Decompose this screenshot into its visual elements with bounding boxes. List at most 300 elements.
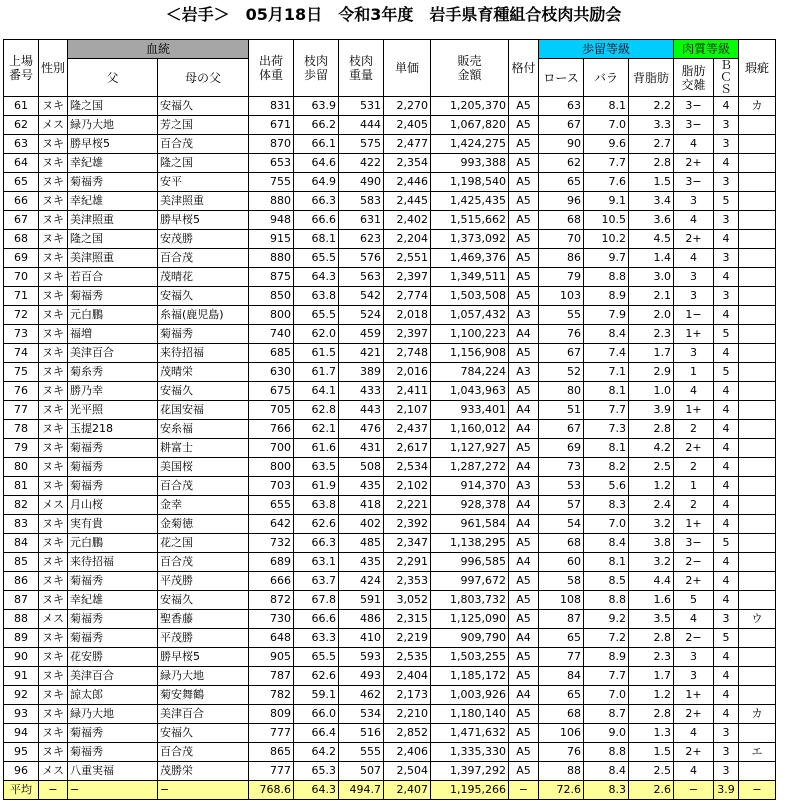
cell-rib: 7.0 [584,116,629,135]
cell-defect [739,363,776,382]
table-row [4,363,776,382]
cell-marbling: 3 [674,344,714,363]
avg-cell-bcs: 3.9 [714,781,739,800]
cell-lot: 70 [4,268,39,287]
cell-marbling: 2+ [674,572,714,591]
cell-carcass-weight: 433 [339,382,384,401]
cell-ship-weight: 648 [249,629,294,648]
cell-lot: 76 [4,382,39,401]
cell-bcs: 3 [714,287,739,306]
cell-grade: A5 [509,382,539,401]
cell-unit-price: 2,477 [384,135,431,154]
cell-carcass-weight: 575 [339,135,384,154]
cell-sales: 993,388 [431,154,509,173]
avg-cell-sales: 1,195,266 [431,781,509,800]
cell-backfat: 3.6 [629,211,674,230]
col-rib-header: バラ [584,59,629,97]
cell-loin: 65 [539,686,584,705]
cell-grade: A4 [509,401,539,420]
cell-yield-pct: 66.0 [294,705,339,724]
table-row [4,743,776,762]
table-row [4,648,776,667]
col-defect-header: 瑕疵 [739,40,776,97]
cell-grade: A5 [509,534,539,553]
cell-ship-weight: 782 [249,686,294,705]
cell-loin: 77 [539,648,584,667]
cell-sire: 美津百合 [68,344,158,363]
cell-defect [739,116,776,135]
cell-carcass-weight: 490 [339,173,384,192]
cell-backfat: 2.3 [629,325,674,344]
cell-loin: 76 [539,325,584,344]
cell-lot: 86 [4,572,39,591]
cell-loin: 76 [539,743,584,762]
cell-unit-price: 2,397 [384,325,431,344]
cell-lot: 85 [4,553,39,572]
cell-sales: 1,180,140 [431,705,509,724]
cell-dam-sire: 安福久 [158,724,249,743]
cell-dam-sire: 聖香藤 [158,610,249,629]
cell-sire: 美津照重 [68,211,158,230]
cell-backfat: 1.2 [629,477,674,496]
cell-yield-pct: 65.5 [294,306,339,325]
avg-cell-yield-pct: 64.3 [294,781,339,800]
cell-ship-weight: 865 [249,743,294,762]
cell-yield-pct: 63.8 [294,287,339,306]
cell-sire: 美津百合 [68,667,158,686]
avg-cell-sex: − [39,781,68,800]
cell-rib: 7.1 [584,363,629,382]
cell-sales: 1,043,963 [431,382,509,401]
cell-loin: 96 [539,192,584,211]
cell-carcass-weight: 524 [339,306,384,325]
cell-defect [739,762,776,781]
cell-sales: 996,585 [431,553,509,572]
cell-bcs: 4 [714,572,739,591]
cell-sex: ヌキ [39,458,68,477]
cell-carcass-weight: 410 [339,629,384,648]
cell-rib: 8.1 [584,553,629,572]
table-row [4,667,776,686]
cell-loin: 108 [539,591,584,610]
cell-grade: A4 [509,420,539,439]
cell-ship-weight: 870 [249,135,294,154]
cell-sire: 菊福秀 [68,724,158,743]
cell-marbling: 3 [674,287,714,306]
cell-loin: 52 [539,363,584,382]
cell-grade: A5 [509,724,539,743]
table-row [4,534,776,553]
cell-yield-pct: 63.5 [294,458,339,477]
cell-lot: 79 [4,439,39,458]
cell-yield-pct: 66.6 [294,610,339,629]
cell-defect [739,515,776,534]
cell-unit-price: 2,534 [384,458,431,477]
cell-bcs: 4 [714,230,739,249]
cell-loin: 79 [539,268,584,287]
cell-grade: A5 [509,154,539,173]
cell-sire: 菊福秀 [68,287,158,306]
cell-ship-weight: 685 [249,344,294,363]
table-row [4,762,776,781]
cell-carcass-weight: 486 [339,610,384,629]
cell-defect: カ [739,97,776,116]
col-marbling-header: 脂肪 交雑 [674,59,714,97]
avg-cell-ship-weight: 768.6 [249,781,294,800]
cell-lot: 62 [4,116,39,135]
cell-marbling: 3− [674,97,714,116]
cell-yield-pct: 61.6 [294,439,339,458]
cell-carcass-weight: 534 [339,705,384,724]
cell-lot: 93 [4,705,39,724]
cell-backfat: 1.6 [629,591,674,610]
cell-sex: ヌキ [39,667,68,686]
cell-defect [739,553,776,572]
cell-carcass-weight: 583 [339,192,384,211]
cell-sales: 1,138,295 [431,534,509,553]
table-row [4,173,776,192]
cell-bcs: 5 [714,629,739,648]
cell-sex: ヌキ [39,553,68,572]
cell-rib: 8.9 [584,287,629,306]
cell-grade: A5 [509,173,539,192]
table-row [4,591,776,610]
avg-cell-rib: 8.3 [584,781,629,800]
cell-sales: 909,790 [431,629,509,648]
cell-dam-sire: 来待招福 [158,344,249,363]
cell-yield-pct: 65.5 [294,249,339,268]
cell-bcs: 4 [714,477,739,496]
cell-backfat: 3.2 [629,553,674,572]
cell-sex: ヌキ [39,648,68,667]
table-row [4,496,776,515]
cell-marbling: 3 [674,268,714,287]
cell-backfat: 4.5 [629,230,674,249]
cell-rib: 8.8 [584,743,629,762]
cell-marbling: 4 [674,135,714,154]
cell-backfat: 2.9 [629,363,674,382]
cell-dam-sire: 安福久 [158,382,249,401]
cell-sales: 1,003,926 [431,686,509,705]
cell-dam-sire: 緑乃大地 [158,667,249,686]
cell-rib: 8.3 [584,496,629,515]
cell-ship-weight: 740 [249,325,294,344]
cell-sire: 実有貴 [68,515,158,534]
cell-bcs: 4 [714,306,739,325]
cell-unit-price: 2,397 [384,268,431,287]
cell-marbling: 2+ [674,705,714,724]
table-row [4,287,776,306]
col-unit-price-header: 単価 [384,40,431,97]
cell-carcass-weight: 421 [339,344,384,363]
cell-lot: 74 [4,344,39,363]
cell-grade: A3 [509,477,539,496]
cell-carcass-weight: 424 [339,572,384,591]
cell-marbling: 1+ [674,686,714,705]
table-body [4,97,776,781]
table-row [4,572,776,591]
cell-unit-price: 2,107 [384,401,431,420]
cell-sire: 福増 [68,325,158,344]
cell-yield-pct: 64.9 [294,173,339,192]
cell-backfat: 1.2 [629,686,674,705]
cell-backfat: 2.8 [629,629,674,648]
cell-yield-pct: 65.5 [294,648,339,667]
cell-sire: 月山桜 [68,496,158,515]
cell-marbling: 4 [674,211,714,230]
cell-defect [739,667,776,686]
cell-lot: 83 [4,515,39,534]
cell-dam-sire: 安平 [158,173,249,192]
table-row [4,724,776,743]
cell-yield-pct: 62.0 [294,325,339,344]
cell-carcass-weight: 435 [339,477,384,496]
cell-backfat: 3.5 [629,610,674,629]
cell-lot: 78 [4,420,39,439]
cell-loin: 63 [539,97,584,116]
cell-rib: 8.1 [584,97,629,116]
cell-sex: ヌキ [39,743,68,762]
cell-sex: メス [39,116,68,135]
cell-sire: 緑乃大地 [68,705,158,724]
cell-sire: 来待招福 [68,553,158,572]
cell-lot: 68 [4,230,39,249]
avg-cell-grade: − [509,781,539,800]
cell-rib: 8.1 [584,439,629,458]
cell-defect [739,439,776,458]
cell-sex: ヌキ [39,629,68,648]
cell-rib: 7.7 [584,154,629,173]
cell-backfat: 1.7 [629,344,674,363]
cell-carcass-weight: 531 [339,97,384,116]
cell-loin: 86 [539,249,584,268]
cell-sex: ヌキ [39,724,68,743]
avg-cell-lot: 平均 [4,781,39,800]
table-row [4,154,776,173]
cell-unit-price: 2,437 [384,420,431,439]
cell-sire: 隆之国 [68,230,158,249]
cell-ship-weight: 850 [249,287,294,306]
cell-rib: 9.2 [584,610,629,629]
cell-marbling: 1+ [674,515,714,534]
cell-marbling: 2 [674,420,714,439]
cell-dam-sire: 平茂勝 [158,629,249,648]
cell-ship-weight: 831 [249,97,294,116]
cell-grade: A4 [509,686,539,705]
table-row [4,382,776,401]
cell-unit-price: 2,852 [384,724,431,743]
cell-grade: A5 [509,743,539,762]
cell-marbling: 2+ [674,230,714,249]
cell-marbling: 2+ [674,743,714,762]
cell-marbling: 1− [674,306,714,325]
table-row [4,610,776,629]
cell-lot: 61 [4,97,39,116]
cell-sales: 914,370 [431,477,509,496]
avg-cell-sire: − [68,781,158,800]
cell-backfat: 1.4 [629,249,674,268]
cell-backfat: 4.4 [629,572,674,591]
cell-dam-sire: 糸福(鹿児島) [158,306,249,325]
cell-bcs: 4 [714,420,739,439]
cell-ship-weight: 872 [249,591,294,610]
cell-bcs: 3 [714,211,739,230]
cell-loin: 68 [539,534,584,553]
cell-sales: 1,125,090 [431,610,509,629]
cell-sex: ヌキ [39,97,68,116]
cell-sales: 1,198,540 [431,173,509,192]
cell-carcass-weight: 444 [339,116,384,135]
cell-ship-weight: 777 [249,762,294,781]
cell-loin: 55 [539,306,584,325]
cell-yield-pct: 59.1 [294,686,339,705]
cell-yield-pct: 67.8 [294,591,339,610]
cell-bcs: 4 [714,268,739,287]
cell-unit-price: 2,404 [384,667,431,686]
cell-backfat: 2.8 [629,420,674,439]
cell-dam-sire: 耕富士 [158,439,249,458]
cell-rib: 8.7 [584,705,629,724]
cell-unit-price: 2,411 [384,382,431,401]
cell-loin: 67 [539,344,584,363]
cell-loin: 87 [539,610,584,629]
cell-grade: A5 [509,116,539,135]
cell-bcs: 4 [714,401,739,420]
cell-sales: 1,503,255 [431,648,509,667]
cell-yield-pct: 63.1 [294,553,339,572]
cell-unit-price: 2,748 [384,344,431,363]
cell-rib: 8.4 [584,534,629,553]
table-row [4,705,776,724]
table-row [4,458,776,477]
cell-sales: 1,205,370 [431,97,509,116]
cell-dam-sire: 菊安舞鶴 [158,686,249,705]
cell-grade: A5 [509,591,539,610]
cell-lot: 69 [4,249,39,268]
cell-sire: 幸紀雄 [68,192,158,211]
cell-unit-price: 2,291 [384,553,431,572]
cell-unit-price: 2,551 [384,249,431,268]
cell-dam-sire: 美津百合 [158,705,249,724]
cell-bcs: 4 [714,686,739,705]
cell-carcass-weight: 591 [339,591,384,610]
cell-sex: ヌキ [39,230,68,249]
cell-lot: 73 [4,325,39,344]
cell-sales: 1,067,820 [431,116,509,135]
cell-unit-price: 2,774 [384,287,431,306]
cell-bcs: 3 [714,173,739,192]
table-row [4,230,776,249]
cell-bcs: 5 [714,325,739,344]
cell-marbling: 4 [674,762,714,781]
cell-marbling: 2 [674,458,714,477]
cell-dam-sire: 安福久 [158,287,249,306]
cell-lot: 81 [4,477,39,496]
cell-unit-price: 2,446 [384,173,431,192]
cell-ship-weight: 800 [249,458,294,477]
cell-marbling: 2 [674,496,714,515]
cell-defect: エ [739,743,776,762]
cell-bcs: 4 [714,515,739,534]
cell-yield-pct: 63.8 [294,496,339,515]
cell-lot: 88 [4,610,39,629]
cell-defect [739,211,776,230]
table-row [4,325,776,344]
cell-yield-pct: 63.9 [294,97,339,116]
cell-marbling: 3− [674,116,714,135]
avg-cell-defect: − [739,781,776,800]
cell-bcs: 3 [714,249,739,268]
cell-rib: 9.7 [584,249,629,268]
cell-grade: A3 [509,363,539,382]
cell-dam-sire: 金菊徳 [158,515,249,534]
cell-rib: 7.0 [584,515,629,534]
cell-sire: 隆之国 [68,97,158,116]
cell-rib: 8.2 [584,458,629,477]
cell-dam-sire: 安茂勝 [158,230,249,249]
cell-sire: 幸紀雄 [68,591,158,610]
cell-sales: 1,397,292 [431,762,509,781]
cell-yield-pct: 66.4 [294,724,339,743]
cell-unit-price: 2,016 [384,363,431,382]
cell-grade: A5 [509,648,539,667]
cell-loin: 70 [539,230,584,249]
cell-marbling: 1+ [674,325,714,344]
cell-backfat: 3.8 [629,534,674,553]
cell-rib: 8.4 [584,762,629,781]
cell-dam-sire: 安糸福 [158,420,249,439]
cell-lot: 89 [4,629,39,648]
cell-yield-pct: 62.6 [294,515,339,534]
cell-marbling: 5 [674,591,714,610]
cell-dam-sire: 茂晴栄 [158,363,249,382]
cell-sex: ヌキ [39,192,68,211]
table-row [4,135,776,154]
cell-rib: 7.7 [584,667,629,686]
cell-loin: 65 [539,173,584,192]
cell-defect [739,135,776,154]
cell-backfat: 3.3 [629,116,674,135]
cell-sire: 元白鵬 [68,534,158,553]
cell-loin: 84 [539,667,584,686]
cell-defect [739,325,776,344]
cell-bcs: 4 [714,591,739,610]
col-sales-header: 販売 金額 [431,40,509,97]
table-row [4,306,776,325]
cell-bcs: 5 [714,192,739,211]
cell-yield-pct: 65.3 [294,762,339,781]
cell-marbling: 2+ [674,154,714,173]
cell-dam-sire: 茂勝栄 [158,762,249,781]
table-row [4,629,776,648]
cell-lot: 92 [4,686,39,705]
cell-unit-price: 2,315 [384,610,431,629]
cell-marbling: 2+ [674,439,714,458]
cell-backfat: 2.1 [629,287,674,306]
cell-backfat: 2.5 [629,458,674,477]
cell-sales: 1,127,927 [431,439,509,458]
cell-defect [739,230,776,249]
cell-carcass-weight: 576 [339,249,384,268]
cell-sales: 933,401 [431,401,509,420]
cell-grade: A5 [509,572,539,591]
cell-ship-weight: 766 [249,420,294,439]
cell-sex: ヌキ [39,686,68,705]
cell-backfat: 2.0 [629,306,674,325]
cell-defect [739,686,776,705]
cell-yield-pct: 66.3 [294,534,339,553]
cell-rib: 10.5 [584,211,629,230]
